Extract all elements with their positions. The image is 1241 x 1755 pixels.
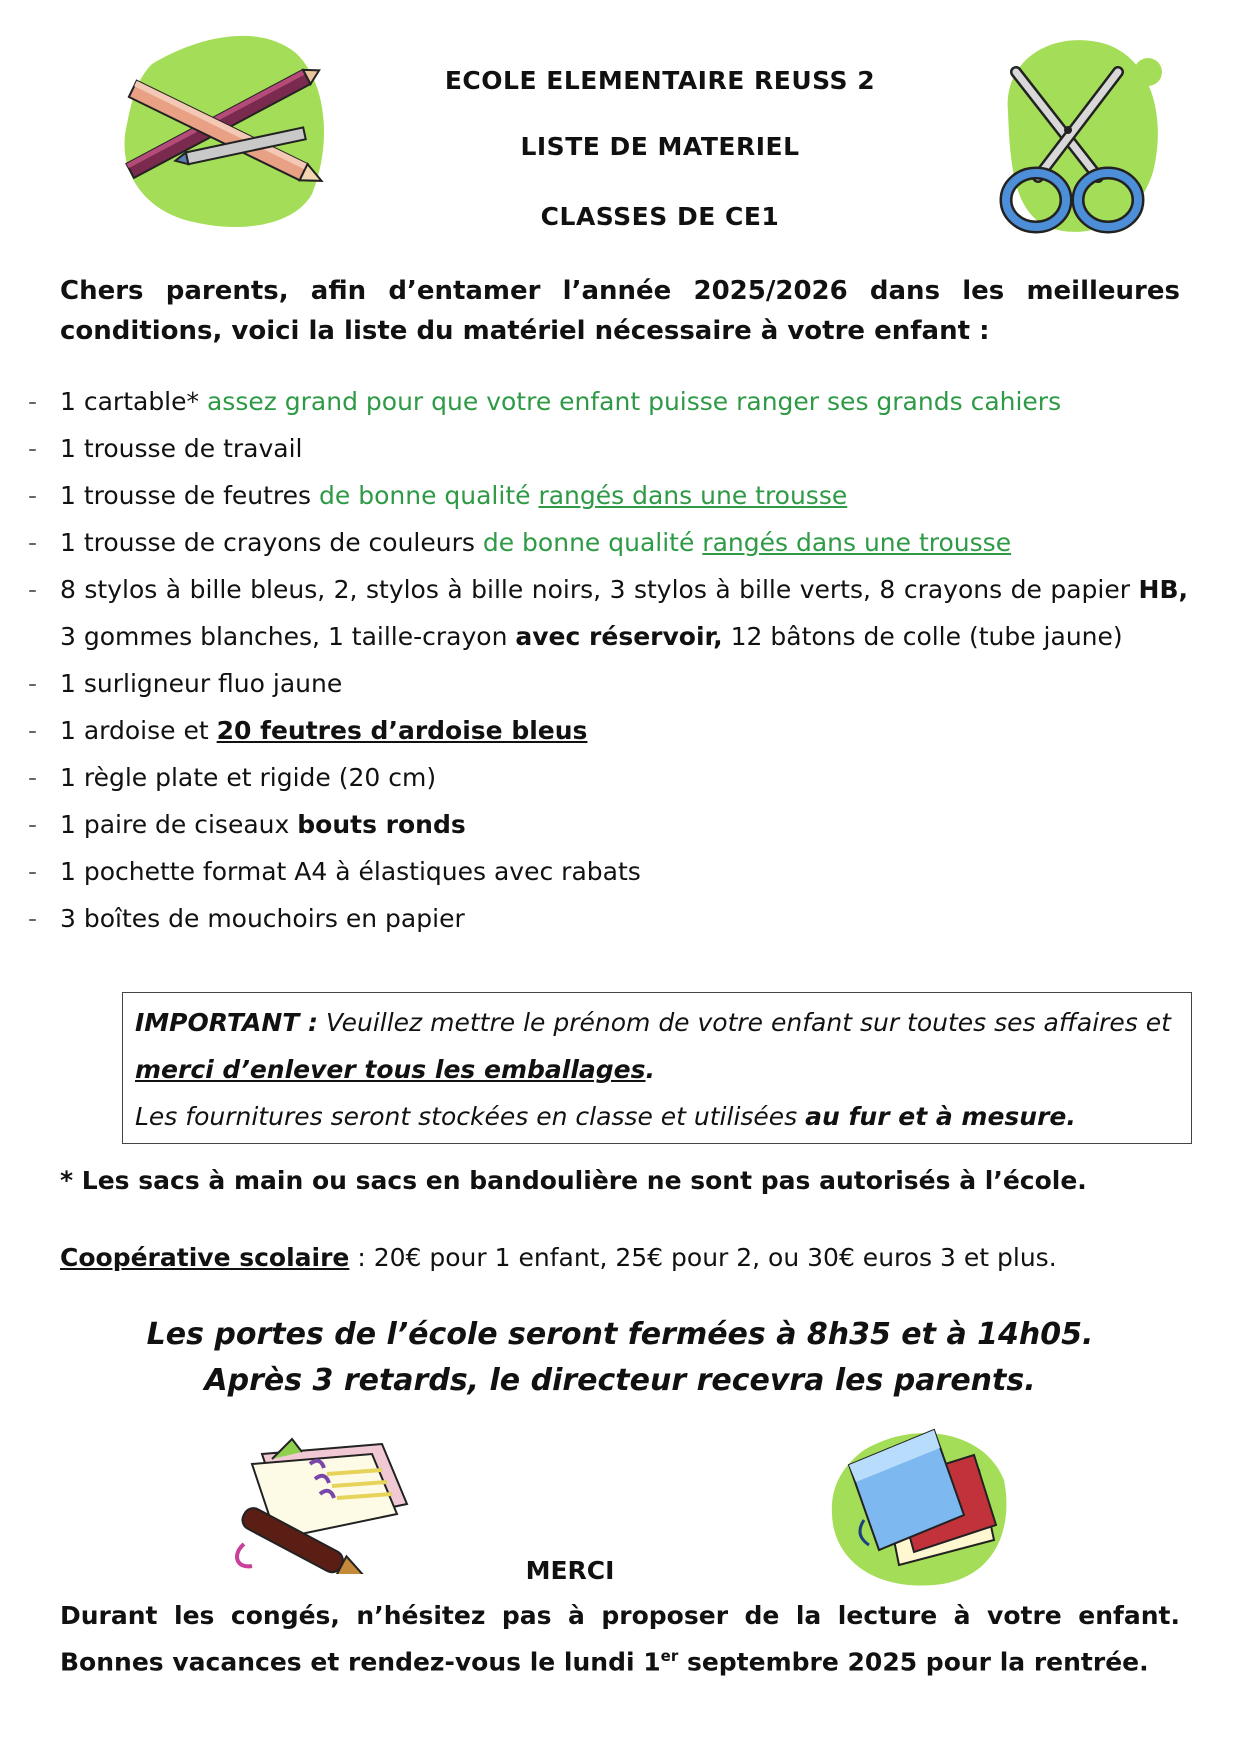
school-name: ECOLE ELEMENTAIRE REUSS 2 bbox=[444, 66, 876, 95]
notebook-pen-clipart-icon bbox=[232, 1434, 412, 1574]
closing-text: Bonnes vacances et rendez-vous le lundi 1 bbox=[60, 1647, 661, 1677]
cooperative-label: Coopérative scolaire bbox=[60, 1243, 350, 1272]
list-dash: - bbox=[28, 763, 38, 792]
list-dash: - bbox=[28, 857, 38, 886]
item-text: 1 pochette format A4 à élastiques avec rabats bbox=[60, 857, 641, 886]
list-dash: - bbox=[28, 810, 38, 839]
important-label: IMPORTANT : bbox=[135, 1008, 319, 1037]
item-note: de bonne qualité bbox=[319, 481, 539, 510]
thanks-heading: MERCI bbox=[525, 1556, 615, 1585]
important-box bbox=[122, 992, 1192, 1144]
storage-body: Les fournitures seront stockées en classe et utilisées bbox=[135, 1102, 806, 1131]
list-item bbox=[28, 660, 1188, 707]
books-clipart-icon bbox=[824, 1420, 1014, 1590]
item-text: 1 trousse de travail bbox=[60, 434, 303, 463]
cooperative-line bbox=[60, 1243, 1057, 1272]
item-emphasis: bouts ronds bbox=[297, 810, 466, 839]
intro-line-2: conditions, voici la liste du matériel nécessaire à votre enfant : bbox=[60, 316, 990, 346]
list-item bbox=[28, 378, 1188, 425]
list-item bbox=[28, 895, 1188, 942]
list-dash: - bbox=[28, 528, 38, 557]
doors-line-1: Les portes de l’école seront fermées à 8h35 et à 14h05. bbox=[146, 1317, 1094, 1352]
intro-paragraph bbox=[60, 271, 1180, 351]
closing-line-2 bbox=[60, 1636, 1180, 1682]
item-text: 1 cartable* bbox=[60, 387, 207, 416]
item-text: 3 boîtes de mouchoirs en papier bbox=[60, 904, 465, 933]
list-item bbox=[28, 707, 1188, 754]
item-note: assez grand pour que votre enfant puisse ranger ses grands cahiers bbox=[206, 387, 1062, 416]
bags-note: * Les sacs à main ou sacs en bandoulière ne sont pas autorisés à l’école. bbox=[60, 1166, 1087, 1195]
item-text: 1 ardoise et bbox=[60, 716, 217, 745]
item-text: 1 règle plate et rigide (20 cm) bbox=[60, 763, 437, 792]
important-body: Veuillez mettre le prénom de votre enfant sur toutes ses affaires et bbox=[318, 1008, 1171, 1037]
item-note-underlined: rangés dans une trousse bbox=[538, 481, 848, 510]
list-dash: - bbox=[28, 716, 38, 745]
item-emphasis: avec réservoir, bbox=[515, 622, 723, 651]
item-text: 1 surligneur fluo jaune bbox=[60, 669, 343, 698]
item-text: 12 bâtons de colle (tube jaune) bbox=[722, 622, 1123, 651]
supply-list bbox=[28, 378, 1188, 942]
list-dash: - bbox=[28, 481, 38, 510]
scissors-clipart-icon bbox=[988, 22, 1173, 247]
item-text: 3 gommes blanches, 1 taille-crayon bbox=[60, 622, 516, 651]
important-storage-text bbox=[135, 1093, 1179, 1140]
list-item bbox=[28, 472, 1188, 519]
doors-line-2: Après 3 retards, le directeur recevra les parents. bbox=[204, 1363, 1036, 1398]
item-note-underlined: rangés dans une trousse bbox=[702, 528, 1012, 557]
item-text: 1 trousse de feutres bbox=[60, 481, 320, 510]
closing-text-end: septembre 2025 pour la rentrée. bbox=[678, 1647, 1149, 1677]
school-hours-notice bbox=[60, 1312, 1180, 1404]
closing-paragraph bbox=[60, 1596, 1180, 1682]
ordinal-superscript: er bbox=[660, 1647, 679, 1665]
item-note: de bonne qualité bbox=[482, 528, 703, 557]
closing-line-1: Durant les congés, n’hésitez pas à proposer de la lecture à votre enfant. bbox=[60, 1601, 1180, 1630]
intro-line-1: Chers parents, afin d’entamer l’année 2025/2026 dans les meilleures bbox=[60, 276, 1180, 306]
list-item bbox=[28, 519, 1188, 566]
important-dot: . bbox=[645, 1055, 656, 1084]
storage-emphasis: au fur et à mesure. bbox=[805, 1102, 1076, 1131]
pencils-clipart-icon bbox=[112, 24, 337, 236]
item-text: 1 trousse de crayons de couleurs bbox=[60, 528, 483, 557]
list-item bbox=[28, 754, 1188, 801]
list-dash: - bbox=[28, 669, 38, 698]
list-dash: - bbox=[28, 904, 38, 933]
important-text bbox=[135, 999, 1179, 1093]
list-dash: - bbox=[28, 434, 38, 463]
list-item bbox=[28, 801, 1188, 848]
item-text: 1 paire de ciseaux bbox=[60, 810, 298, 839]
important-emphasis: merci d’enlever tous les emballages bbox=[135, 1055, 646, 1084]
item-text: 8 stylos à bille bleus, 2, stylos à bille noirs, 3 stylos à bille verts, 8 crayons de papier bbox=[60, 575, 1139, 604]
document-title: LISTE DE MATERIEL bbox=[520, 132, 800, 161]
list-item bbox=[28, 848, 1188, 895]
item-emphasis: 20 feutres d’ardoise bleus bbox=[216, 716, 588, 745]
list-dash: - bbox=[28, 387, 38, 416]
list-dash: - bbox=[28, 575, 38, 604]
item-emphasis: HB, bbox=[1138, 575, 1188, 604]
list-item bbox=[28, 425, 1188, 472]
class-level: CLASSES DE CE1 bbox=[540, 202, 780, 231]
list-item bbox=[28, 566, 1188, 660]
cooperative-amounts: : 20€ pour 1 enfant, 25€ pour 2, ou 30€ euros 3 et plus. bbox=[349, 1243, 1057, 1272]
